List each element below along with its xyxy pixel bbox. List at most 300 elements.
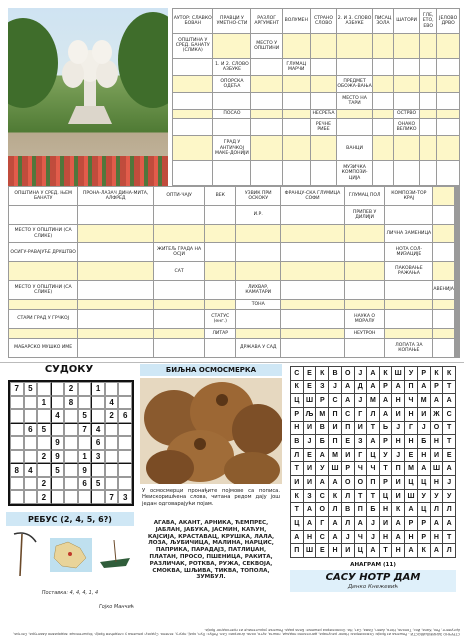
letter-cell[interactable]: Н (405, 435, 418, 449)
letter-cell[interactable]: Е (303, 380, 316, 394)
crossword-cell[interactable] (437, 92, 460, 109)
letter-cell[interactable]: К (291, 489, 304, 503)
letter-cell[interactable]: П (291, 544, 304, 558)
letter-cell[interactable]: У (417, 489, 430, 503)
sudoku-cell[interactable] (118, 450, 132, 464)
crossword-cell[interactable] (458, 187, 459, 206)
sudoku-cell[interactable] (24, 450, 38, 464)
letter-cell[interactable]: Л (443, 544, 456, 558)
crossword-cell[interactable] (433, 262, 455, 281)
letter-cell[interactable]: Т (379, 462, 392, 476)
letter-cell[interactable]: А (341, 394, 354, 408)
crossword-cell[interactable] (458, 339, 459, 358)
sudoku-cell[interactable] (10, 450, 24, 464)
sudoku-cell[interactable] (24, 490, 38, 504)
crossword-cell[interactable] (213, 92, 251, 109)
letter-cell[interactable]: И (392, 476, 405, 490)
letter-cell[interactable]: Т (291, 462, 304, 476)
crossword-cell[interactable] (310, 75, 337, 92)
crossword-cell[interactable] (372, 161, 393, 186)
letter-cell[interactable]: Л (291, 448, 304, 462)
crossword-cell[interactable] (153, 281, 204, 300)
letter-cell[interactable]: Н (392, 544, 405, 558)
crossword-cell[interactable] (78, 299, 154, 309)
letter-cell[interactable]: А (443, 517, 456, 531)
sudoku-cell[interactable] (24, 409, 38, 423)
letter-cell[interactable]: М (316, 407, 329, 421)
crossword-cell[interactable] (282, 136, 310, 161)
letter-cell[interactable]: У (379, 448, 392, 462)
crossword-cell[interactable] (372, 109, 393, 118)
letter-cell[interactable]: А (417, 380, 430, 394)
sudoku-cell[interactable] (51, 423, 65, 437)
crossword-cell[interactable] (282, 33, 310, 58)
sudoku-cell[interactable] (105, 463, 119, 477)
letter-cell[interactable]: Ц (379, 489, 392, 503)
letter-cell[interactable]: А (405, 544, 418, 558)
letter-cell[interactable]: У (316, 462, 329, 476)
letter-cell[interactable]: А (417, 462, 430, 476)
crossword-cell[interactable] (78, 310, 154, 329)
letter-cell[interactable]: Ч (405, 394, 418, 408)
letter-cell[interactable]: А (392, 380, 405, 394)
letter-cell[interactable]: Ј (303, 435, 316, 449)
letter-cell[interactable]: Р (417, 367, 430, 381)
crossword-cell[interactable] (78, 339, 154, 358)
crossword-cell[interactable] (385, 310, 433, 329)
letter-cell[interactable]: Г (354, 448, 367, 462)
crossword-cell[interactable] (236, 243, 281, 262)
crossword-cell[interactable] (205, 224, 236, 243)
letter-cell[interactable]: К (392, 503, 405, 517)
letter-cell[interactable]: И (354, 421, 367, 435)
crossword-cell[interactable] (281, 243, 345, 262)
letter-cell[interactable]: К (291, 380, 304, 394)
sudoku-cell[interactable] (78, 436, 92, 450)
crossword-cell[interactable] (251, 119, 282, 136)
crossword-cell[interactable] (433, 187, 455, 206)
crossword-cell[interactable] (251, 58, 282, 75)
letter-cell[interactable]: А (329, 517, 342, 531)
letter-cell[interactable]: А (303, 517, 316, 531)
sudoku-cell[interactable] (37, 436, 51, 450)
letter-cell[interactable]: Н (329, 544, 342, 558)
sudoku-cell[interactable] (64, 477, 78, 491)
letter-cell[interactable]: А (392, 517, 405, 531)
sudoku-cell[interactable] (118, 436, 132, 450)
letter-cell[interactable]: Е (303, 367, 316, 381)
letter-cell[interactable]: М (405, 462, 418, 476)
crossword-cell[interactable] (385, 205, 433, 224)
crossword-cell[interactable] (153, 339, 204, 358)
crossword-cell[interactable] (251, 136, 282, 161)
crossword-cell[interactable] (385, 281, 433, 300)
sudoku-cell[interactable] (10, 396, 24, 410)
crossword-cell[interactable] (433, 243, 455, 262)
crossword-cell[interactable] (458, 243, 459, 262)
letter-cell[interactable]: И (341, 544, 354, 558)
crossword-cell[interactable] (310, 161, 337, 186)
crossword-cell[interactable] (420, 109, 437, 118)
crossword-cell[interactable] (251, 109, 282, 118)
letter-cell[interactable]: П (392, 462, 405, 476)
letter-cell[interactable]: А (341, 380, 354, 394)
crossword-cell[interactable] (420, 92, 437, 109)
letter-cell[interactable]: Ц (405, 476, 418, 490)
crossword-cell[interactable] (281, 224, 345, 243)
crossword-cell[interactable] (310, 33, 337, 58)
crossword-cell[interactable] (344, 243, 385, 262)
letter-cell[interactable]: К (443, 367, 456, 381)
letter-cell[interactable]: К (329, 489, 342, 503)
letter-cell[interactable]: Ј (392, 421, 405, 435)
letter-cell[interactable]: Р (417, 530, 430, 544)
letter-cell[interactable]: А (291, 530, 304, 544)
crossword-cell[interactable] (281, 281, 345, 300)
crossword-cell[interactable] (372, 33, 393, 58)
letter-cell[interactable]: Н (430, 530, 443, 544)
letter-cell[interactable]: И (303, 462, 316, 476)
crossword-cell[interactable] (205, 281, 236, 300)
crossword-cell[interactable] (385, 328, 433, 338)
letter-cell[interactable]: Р (316, 394, 329, 408)
crossword-cell[interactable] (281, 339, 345, 358)
crossword-cell[interactable] (9, 262, 78, 281)
letter-cell[interactable]: Т (291, 503, 304, 517)
letter-cell[interactable]: Р (405, 517, 418, 531)
sudoku-cell[interactable] (64, 450, 78, 464)
letter-cell[interactable]: И (430, 448, 443, 462)
letter-cell[interactable]: Ј (341, 530, 354, 544)
crossword-cell[interactable] (282, 109, 310, 118)
letter-cell[interactable]: Ј (443, 476, 456, 490)
crossword-cell[interactable] (205, 205, 236, 224)
letter-cell[interactable]: Т (367, 421, 380, 435)
letter-cell[interactable]: Т (443, 530, 456, 544)
letter-cell[interactable]: Н (417, 448, 430, 462)
letter-cell[interactable]: И (303, 476, 316, 490)
sudoku-cell[interactable] (37, 463, 51, 477)
sudoku-cell[interactable] (118, 382, 132, 396)
sudoku-cell[interactable] (24, 477, 38, 491)
letter-cell[interactable]: К (417, 544, 430, 558)
letter-cell[interactable]: К (430, 367, 443, 381)
crossword-cell[interactable] (9, 299, 78, 309)
letter-cell[interactable]: Ј (392, 448, 405, 462)
letter-cell[interactable]: Ј (417, 421, 430, 435)
crossword-cell[interactable] (433, 299, 455, 309)
letter-cell[interactable]: А (443, 462, 456, 476)
crossword-cell[interactable] (394, 92, 420, 109)
crossword-cell[interactable] (433, 328, 455, 338)
letter-cell[interactable]: Н (379, 503, 392, 517)
letter-cell[interactable]: М (417, 394, 430, 408)
crossword-cell[interactable] (437, 33, 460, 58)
crossword-cell[interactable] (205, 243, 236, 262)
letter-cell[interactable]: Р (291, 407, 304, 421)
letter-cell[interactable]: Ч (354, 462, 367, 476)
letter-cell[interactable]: П (329, 407, 342, 421)
crossword-cell[interactable] (173, 136, 213, 161)
letter-cell[interactable]: А (443, 394, 456, 408)
sudoku-cell[interactable] (10, 490, 24, 504)
letter-cell[interactable]: Т (443, 435, 456, 449)
letter-cell[interactable]: Ј (367, 530, 380, 544)
crossword-cell[interactable] (153, 299, 204, 309)
letter-cell[interactable]: Т (354, 489, 367, 503)
crossword-cell[interactable] (344, 224, 385, 243)
letter-cell[interactable]: Ш (329, 462, 342, 476)
letter-cell[interactable]: У (405, 367, 418, 381)
letter-cell[interactable]: Ш (303, 544, 316, 558)
crossword-cell[interactable] (205, 339, 236, 358)
letter-cell[interactable]: М (367, 394, 380, 408)
letter-cell[interactable]: Ж (430, 407, 443, 421)
letter-cell[interactable]: С (316, 489, 329, 503)
letter-cell[interactable]: Н (392, 394, 405, 408)
crossword-cell[interactable] (394, 136, 420, 161)
letter-cell[interactable]: Ш (405, 489, 418, 503)
crossword-cell[interactable] (153, 224, 204, 243)
sudoku-cell[interactable] (105, 477, 119, 491)
crossword-cell[interactable] (337, 119, 372, 136)
letter-cell[interactable]: Н (430, 435, 443, 449)
letter-cell[interactable]: И (341, 448, 354, 462)
crossword-cell[interactable] (458, 262, 459, 281)
crossword-cell[interactable] (9, 205, 78, 224)
letter-cell[interactable]: А (367, 380, 380, 394)
letter-cell[interactable]: С (329, 394, 342, 408)
crossword-cell[interactable] (420, 136, 437, 161)
letter-cell[interactable]: Н (430, 476, 443, 490)
letter-cell[interactable]: Л (367, 407, 380, 421)
crossword-cell[interactable] (173, 109, 213, 118)
crossword-cell[interactable] (78, 224, 154, 243)
sudoku-cell[interactable] (64, 490, 78, 504)
letter-cell[interactable]: А (329, 530, 342, 544)
crossword-cell[interactable] (251, 92, 282, 109)
crossword-cell[interactable] (433, 339, 455, 358)
sudoku-cell[interactable] (78, 490, 92, 504)
letter-cell[interactable]: И (303, 421, 316, 435)
letter-cell[interactable]: В (291, 435, 304, 449)
sudoku-cell[interactable] (10, 423, 24, 437)
crossword-cell[interactable] (78, 262, 154, 281)
letter-cell[interactable]: Ј (329, 380, 342, 394)
letter-cell[interactable]: С (341, 407, 354, 421)
letter-cell[interactable]: Л (443, 503, 456, 517)
letter-cell[interactable]: С (291, 367, 304, 381)
crossword-cell[interactable] (433, 205, 455, 224)
sudoku-cell[interactable] (24, 396, 38, 410)
letter-cell[interactable]: Ц (367, 448, 380, 462)
letter-cell[interactable]: Ц (417, 503, 430, 517)
letter-cell[interactable]: Е (341, 435, 354, 449)
letter-cell[interactable]: Ц (417, 476, 430, 490)
letter-cell[interactable]: Ј (367, 517, 380, 531)
crossword-cell[interactable] (281, 310, 345, 329)
letter-cell[interactable]: Ш (392, 367, 405, 381)
crossword-cell[interactable] (458, 281, 459, 300)
crossword-cell[interactable] (420, 119, 437, 136)
crossword-cell[interactable] (153, 310, 204, 329)
letter-cell[interactable]: О (430, 421, 443, 435)
letter-cell[interactable]: К (379, 367, 392, 381)
letter-cell[interactable]: П (329, 435, 342, 449)
crossword-cell[interactable] (236, 262, 281, 281)
letter-cell[interactable]: А (367, 435, 380, 449)
sudoku-cell[interactable] (10, 409, 24, 423)
crossword-cell[interactable] (173, 92, 213, 109)
crossword-cell[interactable] (433, 224, 455, 243)
crossword-cell[interactable] (281, 262, 345, 281)
crossword-cell[interactable] (236, 224, 281, 243)
sudoku-cell[interactable] (118, 463, 132, 477)
letter-cell[interactable]: Р (379, 435, 392, 449)
letter-cell[interactable]: О (341, 476, 354, 490)
crossword-cell[interactable] (282, 161, 310, 186)
letter-cell[interactable]: Н (303, 530, 316, 544)
letter-cell[interactable]: Р (379, 380, 392, 394)
letter-cell[interactable]: Н (392, 435, 405, 449)
crossword-cell[interactable] (458, 299, 459, 309)
crossword-cell[interactable] (437, 109, 460, 118)
letter-cell[interactable]: Д (354, 380, 367, 394)
letter-cell[interactable]: А (379, 407, 392, 421)
crossword-cell[interactable] (9, 328, 78, 338)
letter-cell[interactable]: Л (341, 489, 354, 503)
letter-cell[interactable]: Б (417, 435, 430, 449)
sudoku-cell[interactable] (51, 396, 65, 410)
crossword-cell[interactable] (420, 33, 437, 58)
letter-cell[interactable]: П (341, 421, 354, 435)
letter-cell[interactable]: А (405, 503, 418, 517)
sudoku-cell[interactable] (118, 396, 132, 410)
sudoku-cell[interactable] (91, 396, 105, 410)
crossword-cell[interactable] (281, 328, 345, 338)
crossword-cell[interactable] (344, 299, 385, 309)
crossword-cell[interactable] (282, 92, 310, 109)
crossword-cell[interactable] (310, 92, 337, 109)
crossword-cell[interactable] (282, 119, 310, 136)
crossword-cell[interactable] (437, 119, 460, 136)
letter-cell[interactable]: Л (430, 503, 443, 517)
letter-cell[interactable]: З (303, 489, 316, 503)
crossword-cell[interactable] (213, 33, 251, 58)
sudoku-cell[interactable] (51, 382, 65, 396)
letter-cell[interactable]: Г (405, 421, 418, 435)
crossword-cell[interactable] (281, 205, 345, 224)
letter-cell[interactable]: М (329, 448, 342, 462)
letter-cell[interactable]: О (316, 503, 329, 517)
letter-cell[interactable]: Г (354, 407, 367, 421)
letter-cell[interactable]: Т (367, 489, 380, 503)
crossword-cell[interactable] (213, 161, 251, 186)
letter-cell[interactable]: А (430, 394, 443, 408)
letter-cell[interactable]: Ј (354, 367, 367, 381)
letter-cell[interactable]: А (367, 544, 380, 558)
letter-cell[interactable]: Т (379, 544, 392, 558)
letter-cell[interactable]: И (417, 407, 430, 421)
letter-cell[interactable]: Б (367, 503, 380, 517)
crossword-cell[interactable] (394, 161, 420, 186)
sudoku-cell[interactable] (64, 423, 78, 437)
letter-cell[interactable]: С (443, 407, 456, 421)
crossword-cell[interactable] (344, 281, 385, 300)
crossword-cell[interactable] (78, 205, 154, 224)
crossword-cell[interactable] (282, 75, 310, 92)
crossword-cell[interactable] (385, 299, 433, 309)
crossword-cell[interactable] (394, 58, 420, 75)
crossword-cell[interactable] (251, 161, 282, 186)
crossword-cell[interactable] (173, 161, 213, 186)
sudoku-cell[interactable] (78, 396, 92, 410)
letter-cell[interactable]: У (443, 489, 456, 503)
letter-cell[interactable]: Р (417, 517, 430, 531)
letter-cell[interactable]: И (392, 407, 405, 421)
crossword-cell[interactable] (420, 58, 437, 75)
sudoku-cell[interactable] (105, 423, 119, 437)
sudoku-cell[interactable] (105, 436, 119, 450)
crossword-cell[interactable] (337, 58, 372, 75)
letter-cell[interactable]: Љ (303, 407, 316, 421)
crossword-cell[interactable] (437, 75, 460, 92)
sudoku-cell[interactable] (105, 382, 119, 396)
crossword-cell[interactable] (437, 58, 460, 75)
sudoku-cell[interactable] (91, 490, 105, 504)
crossword-cell[interactable] (78, 281, 154, 300)
letter-cell[interactable]: Ц (354, 544, 367, 558)
crossword-cell[interactable] (394, 75, 420, 92)
crossword-cell[interactable] (337, 109, 372, 118)
letter-cell[interactable]: П (367, 476, 380, 490)
letter-cell[interactable]: Т (443, 380, 456, 394)
sudoku-cell[interactable] (78, 382, 92, 396)
crossword-cell[interactable] (372, 136, 393, 161)
letter-cell[interactable]: А (392, 530, 405, 544)
letter-cell[interactable]: У (430, 489, 443, 503)
letter-cell[interactable]: А (367, 367, 380, 381)
crossword-cell[interactable] (458, 224, 459, 243)
letter-cell[interactable]: Р (430, 380, 443, 394)
crossword-cell[interactable] (420, 75, 437, 92)
sudoku-cell[interactable] (91, 463, 105, 477)
sudoku-cell[interactable] (118, 477, 132, 491)
crossword-cell[interactable] (437, 136, 460, 161)
letter-cell[interactable]: А (430, 544, 443, 558)
letter-cell[interactable]: А (316, 448, 329, 462)
crossword-cell[interactable] (153, 205, 204, 224)
sudoku-cell[interactable] (51, 477, 65, 491)
letter-cell[interactable]: Л (329, 503, 342, 517)
letter-cell[interactable]: А (329, 476, 342, 490)
letter-cell[interactable]: Г (316, 517, 329, 531)
letter-cell[interactable]: Ш (430, 462, 443, 476)
crossword-cell[interactable] (213, 119, 251, 136)
letter-cell[interactable]: П (405, 380, 418, 394)
crossword-cell[interactable] (372, 75, 393, 92)
crossword-cell[interactable] (251, 75, 282, 92)
letter-cell[interactable]: В (329, 367, 342, 381)
crossword-cell[interactable] (372, 119, 393, 136)
sudoku-cell[interactable] (64, 409, 78, 423)
crossword-cell[interactable] (433, 310, 455, 329)
letter-cell[interactable]: Е (405, 448, 418, 462)
sudoku-cell[interactable] (64, 463, 78, 477)
sudoku-cell[interactable] (37, 382, 51, 396)
letter-cell[interactable]: С (316, 530, 329, 544)
crossword-cell[interactable] (173, 75, 213, 92)
